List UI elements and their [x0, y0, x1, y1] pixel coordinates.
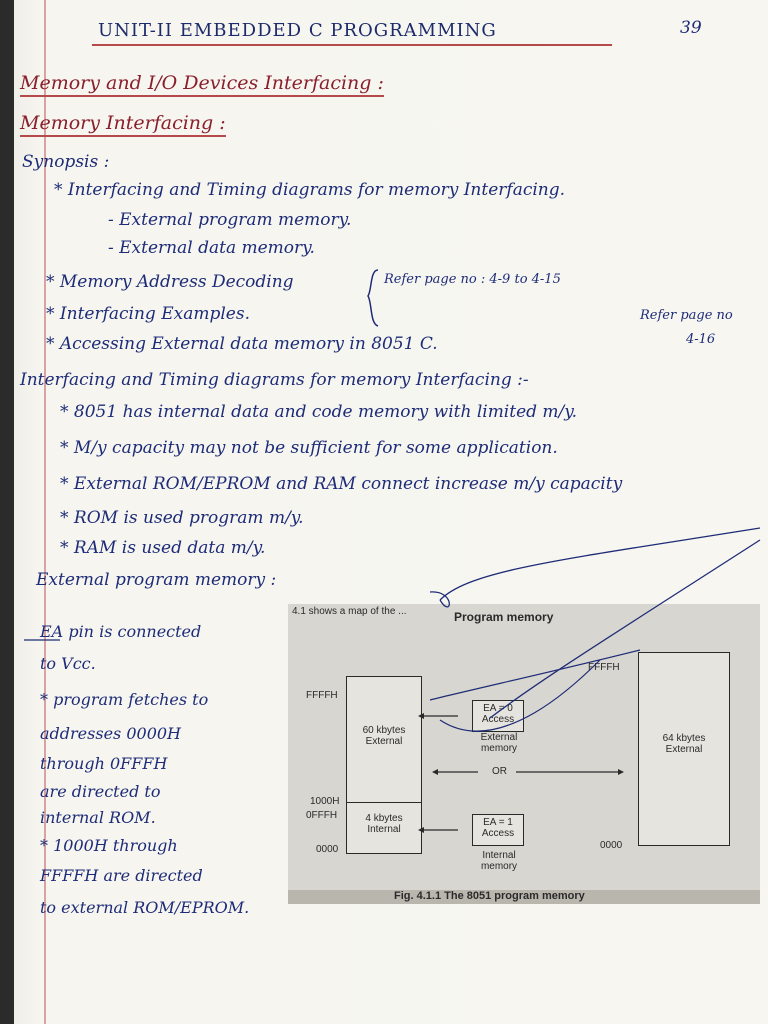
label-0000-left: 0000	[316, 844, 339, 855]
label-ffffh-right: FFFFH	[588, 662, 620, 673]
timing-point-5: * RAM is used data m/y.	[60, 538, 266, 558]
label-ffffh-left: FFFFH	[306, 690, 338, 701]
synopsis-sub-2: - External data memory.	[108, 238, 315, 258]
block-64k-label: 64 kbytes External	[662, 733, 706, 755]
ea1-label: EA = 1 Access	[481, 817, 515, 839]
reference-note-2b: 4-16	[686, 332, 716, 347]
or-label: OR	[492, 766, 507, 777]
note-line-5: through 0FFFH	[40, 754, 168, 773]
synopsis-item-4: * Accessing External data memory in 8051 C.	[46, 334, 438, 354]
internal-memory-label: Internal memory	[480, 850, 518, 872]
note-line-3: * program fetches to	[40, 690, 209, 709]
external-program-heading: External program memory :	[36, 570, 277, 590]
note-line-10: to external ROM/EPROM.	[40, 898, 250, 917]
synopsis-item-3: * Interfacing Examples.	[46, 304, 250, 324]
label-0000-right: 0000	[600, 840, 623, 851]
figure-top-text: 4.1 shows a map of the ...	[292, 606, 407, 617]
ea0-label: EA = 0 Access	[481, 703, 515, 725]
timing-point-3: * External ROM/EPROM and RAM connect increase m/y capacity	[60, 474, 623, 494]
block-4k-label: 4 kbytes Internal	[365, 813, 403, 835]
figure-title: Program memory	[454, 610, 554, 624]
reference-note-1: Refer page no : 4-9 to 4-15	[384, 272, 561, 287]
figure-caption: Fig. 4.1.1 The 8051 program memory	[394, 890, 585, 902]
timing-heading: Interfacing and Timing diagrams for memory Interfacing :-	[20, 370, 529, 390]
note-line-8: * 1000H through	[40, 836, 178, 855]
timing-point-1: * 8051 has internal data and code memory with limited m/y.	[60, 402, 578, 422]
section-title: Memory and I/O Devices Interfacing :	[20, 72, 384, 97]
label-1000h: 1000H	[310, 796, 340, 807]
note-line-2: to Vcc.	[40, 654, 96, 673]
label-0fffh: 0FFFH	[306, 810, 338, 821]
note-line-9: FFFFH are directed	[40, 866, 203, 885]
note-line-1: EA pin is connected	[40, 622, 202, 641]
timing-point-2: * M/y capacity may not be sufficient for some application.	[60, 438, 558, 458]
page-header-title: UNIT-II EMBEDDED C PROGRAMMING	[98, 20, 497, 41]
external-memory-label: External memory	[480, 732, 518, 754]
synopsis-sub-1: - External program memory.	[108, 210, 352, 230]
note-line-4: addresses 0000H	[40, 724, 181, 743]
note-line-7: internal ROM.	[40, 808, 156, 827]
subsection-title: Memory Interfacing :	[20, 112, 226, 137]
synopsis-label: Synopsis :	[22, 152, 110, 172]
synopsis-item-1: * Interfacing and Timing diagrams for memory Interfacing.	[54, 180, 566, 200]
block-60k-label: 60 kbytes External	[362, 725, 406, 747]
reference-note-2a: Refer page no	[640, 308, 733, 323]
note-line-6: are directed to	[40, 782, 161, 801]
timing-point-4: * ROM is used program m/y.	[60, 508, 304, 528]
page-number: 39	[680, 18, 702, 38]
synopsis-item-2: * Memory Address Decoding	[46, 272, 294, 292]
